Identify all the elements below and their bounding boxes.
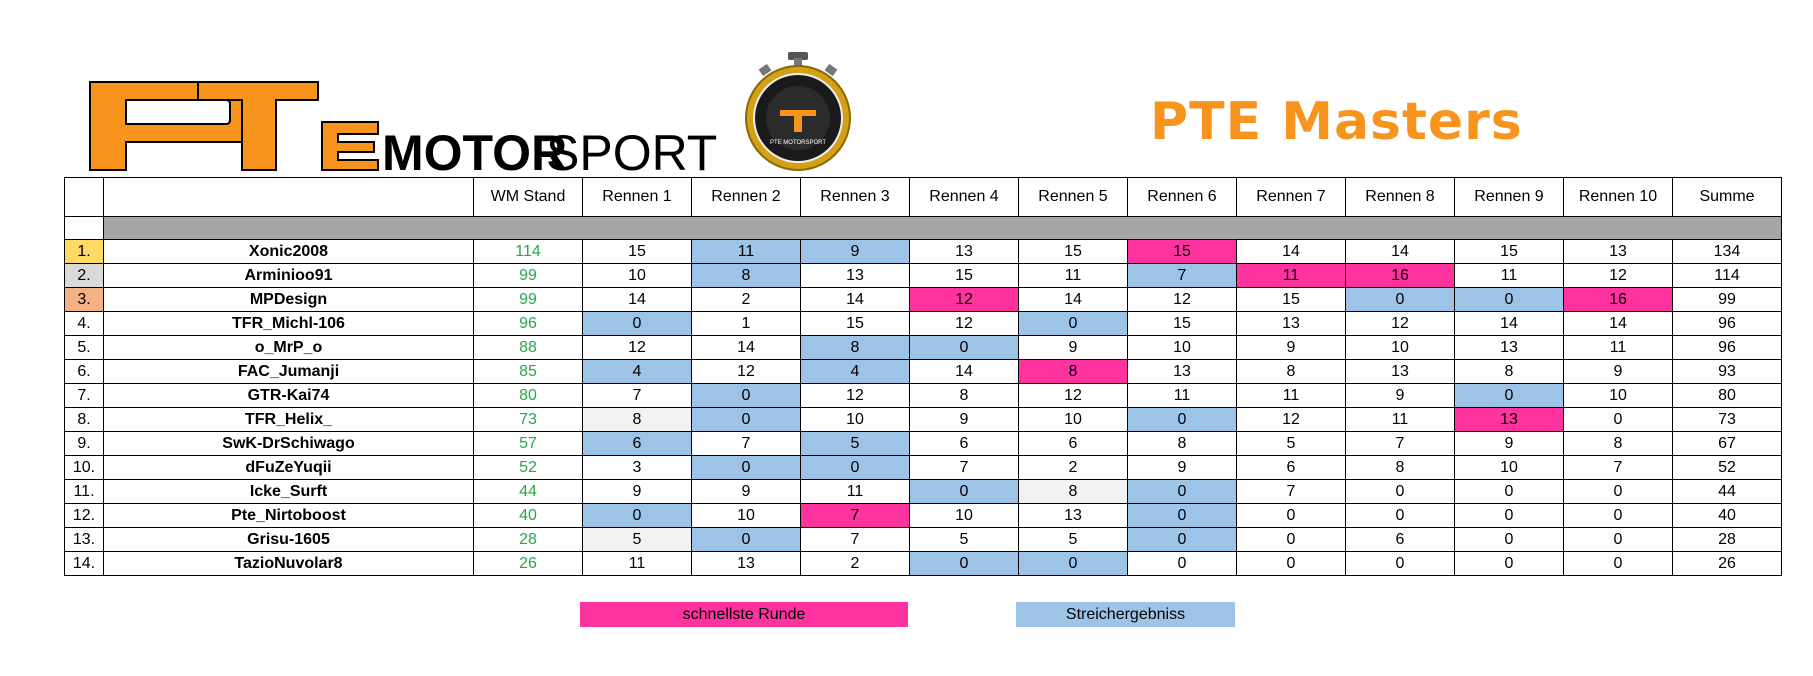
race-8-cell: 11 [1346,408,1455,432]
race-3-cell: 2 [801,552,910,576]
race-6-cell: 0 [1128,528,1237,552]
logo-e-shape [322,122,378,170]
header-race-5: Rennen 5 [1019,178,1128,217]
race-7-cell: 11 [1237,264,1346,288]
race-5-cell: 10 [1019,408,1128,432]
driver-name-cell: FAC_Jumanji [104,360,474,384]
position-cell: 10. [65,456,104,480]
race-7-cell: 0 [1237,504,1346,528]
race-3-cell: 15 [801,312,910,336]
race-1-cell: 0 [583,504,692,528]
driver-name-cell: Arminioo91 [104,264,474,288]
race-10-cell: 9 [1564,360,1673,384]
table-row [65,312,1782,336]
race-5-cell: 6 [1019,432,1128,456]
sum-cell: 134 [1673,240,1782,264]
wm-stand-cell: 96 [474,312,583,336]
race-10-cell: 13 [1564,240,1673,264]
race-5-cell: 9 [1019,336,1128,360]
race-5-cell: 8 [1019,480,1128,504]
race-3-cell: 12 [801,384,910,408]
position-cell: 7. [65,384,104,408]
race-6-cell: 15 [1128,240,1237,264]
sum-cell: 96 [1673,312,1782,336]
race-4-cell: 8 [910,384,1019,408]
table-row [65,432,1782,456]
header-sum: Summe [1673,178,1782,217]
position-cell: 13. [65,528,104,552]
position-cell: 1. [65,240,104,264]
wm-stand-cell: 114 [474,240,583,264]
race-9-cell: 13 [1455,408,1564,432]
race-3-cell: 7 [801,504,910,528]
race-1-cell: 10 [583,264,692,288]
position-cell: 5. [65,336,104,360]
wm-stand-cell: 73 [474,408,583,432]
race-10-cell: 11 [1564,336,1673,360]
race-4-cell: 10 [910,504,1019,528]
position-cell: 11. [65,480,104,504]
race-10-cell: 0 [1564,528,1673,552]
sum-cell: 114 [1673,264,1782,288]
race-10-cell: 14 [1564,312,1673,336]
race-4-cell: 13 [910,240,1019,264]
page-title: PTE Masters [1150,92,1523,152]
wm-stand-cell: 52 [474,456,583,480]
race-1-cell: 0 [583,312,692,336]
table-row [65,240,1782,264]
race-8-cell: 10 [1346,336,1455,360]
race-5-cell: 12 [1019,384,1128,408]
table-row [65,504,1782,528]
race-10-cell: 8 [1564,432,1673,456]
wm-stand-cell: 57 [474,432,583,456]
race-6-cell: 9 [1128,456,1237,480]
header-race-6: Rennen 6 [1128,178,1237,217]
race-9-cell: 13 [1455,336,1564,360]
race-10-cell: 7 [1564,456,1673,480]
race-7-cell: 0 [1237,528,1346,552]
driver-name-cell: MPDesign [104,288,474,312]
race-9-cell: 8 [1455,360,1564,384]
race-8-cell: 7 [1346,432,1455,456]
race-9-cell: 11 [1455,264,1564,288]
race-4-cell: 0 [910,336,1019,360]
race-2-cell: 7 [692,432,801,456]
race-10-cell: 0 [1564,480,1673,504]
race-6-cell: 10 [1128,336,1237,360]
race-7-cell: 8 [1237,360,1346,384]
header-race-7: Rennen 7 [1237,178,1346,217]
race-3-cell: 7 [801,528,910,552]
race-3-cell: 11 [801,480,910,504]
race-7-cell: 15 [1237,288,1346,312]
race-10-cell: 10 [1564,384,1673,408]
driver-name-cell: TFR_Helix_ [104,408,474,432]
table-row [65,528,1782,552]
wm-stand-cell: 44 [474,480,583,504]
table-header-row [65,178,1782,217]
race-6-cell: 0 [1128,480,1237,504]
driver-name-cell: o_MrP_o [104,336,474,360]
race-3-cell: 14 [801,288,910,312]
race-5-cell: 11 [1019,264,1128,288]
race-7-cell: 13 [1237,312,1346,336]
race-5-cell: 0 [1019,552,1128,576]
race-2-cell: 1 [692,312,801,336]
race-7-cell: 11 [1237,384,1346,408]
race-8-cell: 0 [1346,504,1455,528]
race-8-cell: 0 [1346,288,1455,312]
race-8-cell: 9 [1346,384,1455,408]
legend-dropped-result: Streichergebniss [1016,602,1235,627]
race-7-cell: 12 [1237,408,1346,432]
race-9-cell: 14 [1455,312,1564,336]
race-2-cell: 0 [692,456,801,480]
table-row [65,336,1782,360]
race-3-cell: 9 [801,240,910,264]
wm-stand-cell: 40 [474,504,583,528]
race-4-cell: 14 [910,360,1019,384]
race-1-cell: 14 [583,288,692,312]
race-4-cell: 0 [910,480,1019,504]
race-2-cell: 8 [692,264,801,288]
race-1-cell: 8 [583,408,692,432]
table-row [65,360,1782,384]
table-row [65,480,1782,504]
wm-stand-cell: 28 [474,528,583,552]
standings-table [64,177,1782,576]
spacer-bar [104,217,1782,240]
race-10-cell: 12 [1564,264,1673,288]
race-6-cell: 0 [1128,552,1237,576]
legend-fastest-lap: schnellste Runde [580,602,908,627]
logo-sport-text: SPORT [546,125,718,181]
race-5-cell: 8 [1019,360,1128,384]
race-3-cell: 4 [801,360,910,384]
driver-name-cell: Xonic2008 [104,240,474,264]
logo-motor-text: MOTOR [382,125,568,181]
race-4-cell: 5 [910,528,1019,552]
table-row [65,384,1782,408]
race-5-cell: 0 [1019,312,1128,336]
spacer-cell-pos [65,217,104,240]
wm-stand-cell: 26 [474,552,583,576]
race-8-cell: 8 [1346,456,1455,480]
race-5-cell: 5 [1019,528,1128,552]
race-3-cell: 0 [801,456,910,480]
race-6-cell: 13 [1128,360,1237,384]
race-3-cell: 10 [801,408,910,432]
race-10-cell: 0 [1564,408,1673,432]
race-6-cell: 7 [1128,264,1237,288]
race-3-cell: 5 [801,432,910,456]
race-1-cell: 6 [583,432,692,456]
race-6-cell: 11 [1128,384,1237,408]
wm-stand-cell: 99 [474,264,583,288]
race-7-cell: 9 [1237,336,1346,360]
race-5-cell: 15 [1019,240,1128,264]
race-9-cell: 0 [1455,288,1564,312]
race-6-cell: 12 [1128,288,1237,312]
driver-name-cell: SwK-DrSchiwago [104,432,474,456]
badge-text: PTE MOTORSPORT [769,140,827,146]
race-2-cell: 9 [692,480,801,504]
race-5-cell: 13 [1019,504,1128,528]
race-2-cell: 12 [692,360,801,384]
race-8-cell: 12 [1346,312,1455,336]
race-7-cell: 0 [1237,552,1346,576]
driver-name-cell: TazioNuvolar8 [104,552,474,576]
driver-name-cell: Icke_Surft [104,480,474,504]
race-5-cell: 2 [1019,456,1128,480]
table-spacer-row [65,217,1782,240]
race-8-cell: 16 [1346,264,1455,288]
race-4-cell: 12 [910,288,1019,312]
race-2-cell: 0 [692,528,801,552]
sum-cell: 80 [1673,384,1782,408]
position-cell: 2. [65,264,104,288]
header-race-2: Rennen 2 [692,178,801,217]
pte-motorsport-logo [86,78,718,181]
race-8-cell: 0 [1346,552,1455,576]
race-4-cell: 0 [910,552,1019,576]
header-race-4: Rennen 4 [910,178,1019,217]
sum-cell: 93 [1673,360,1782,384]
header-pos [65,178,104,217]
race-8-cell: 13 [1346,360,1455,384]
header-race-3: Rennen 3 [801,178,910,217]
position-cell: 9. [65,432,104,456]
driver-name-cell: Pte_Nirtoboost [104,504,474,528]
race-4-cell: 6 [910,432,1019,456]
race-2-cell: 0 [692,408,801,432]
position-cell: 3. [65,288,104,312]
race-10-cell: 0 [1564,552,1673,576]
race-4-cell: 9 [910,408,1019,432]
race-3-cell: 8 [801,336,910,360]
race-9-cell: 0 [1455,528,1564,552]
position-cell: 14. [65,552,104,576]
sum-cell: 67 [1673,432,1782,456]
race-1-cell: 5 [583,528,692,552]
race-9-cell: 0 [1455,552,1564,576]
position-cell: 6. [65,360,104,384]
wm-stand-cell: 80 [474,384,583,408]
driver-name-cell: TFR_Michl-106 [104,312,474,336]
race-6-cell: 0 [1128,408,1237,432]
stopwatch-badge-icon [742,52,854,170]
header-race-1: Rennen 1 [583,178,692,217]
table-row [65,264,1782,288]
race-1-cell: 7 [583,384,692,408]
race-4-cell: 12 [910,312,1019,336]
wm-stand-cell: 85 [474,360,583,384]
race-9-cell: 10 [1455,456,1564,480]
race-2-cell: 2 [692,288,801,312]
race-6-cell: 8 [1128,432,1237,456]
race-7-cell: 5 [1237,432,1346,456]
race-5-cell: 14 [1019,288,1128,312]
wm-stand-cell: 99 [474,288,583,312]
sum-cell: 52 [1673,456,1782,480]
race-4-cell: 7 [910,456,1019,480]
race-1-cell: 11 [583,552,692,576]
position-cell: 4. [65,312,104,336]
race-1-cell: 15 [583,240,692,264]
sum-cell: 96 [1673,336,1782,360]
sum-cell: 28 [1673,528,1782,552]
driver-name-cell: dFuZeYuqii [104,456,474,480]
header-name [104,178,474,217]
sum-cell: 26 [1673,552,1782,576]
driver-name-cell: GTR-Kai74 [104,384,474,408]
race-2-cell: 0 [692,384,801,408]
race-1-cell: 9 [583,480,692,504]
race-4-cell: 15 [910,264,1019,288]
race-8-cell: 14 [1346,240,1455,264]
sum-cell: 73 [1673,408,1782,432]
header-wm-stand: WM Stand [474,178,583,217]
position-cell: 8. [65,408,104,432]
race-3-cell: 13 [801,264,910,288]
table-row [65,552,1782,576]
sum-cell: 44 [1673,480,1782,504]
race-9-cell: 15 [1455,240,1564,264]
race-10-cell: 0 [1564,504,1673,528]
race-10-cell: 16 [1564,288,1673,312]
sum-cell: 99 [1673,288,1782,312]
sum-cell: 40 [1673,504,1782,528]
race-7-cell: 7 [1237,480,1346,504]
race-8-cell: 6 [1346,528,1455,552]
race-7-cell: 6 [1237,456,1346,480]
table-row [65,288,1782,312]
position-cell: 12. [65,504,104,528]
driver-name-cell: Grisu-1605 [104,528,474,552]
table-row [65,408,1782,432]
race-2-cell: 11 [692,240,801,264]
header-race-9: Rennen 9 [1455,178,1564,217]
race-6-cell: 15 [1128,312,1237,336]
race-2-cell: 14 [692,336,801,360]
header-race-8: Rennen 8 [1346,178,1455,217]
race-2-cell: 13 [692,552,801,576]
race-7-cell: 14 [1237,240,1346,264]
race-1-cell: 3 [583,456,692,480]
race-6-cell: 0 [1128,504,1237,528]
race-9-cell: 9 [1455,432,1564,456]
race-9-cell: 0 [1455,480,1564,504]
race-9-cell: 0 [1455,504,1564,528]
race-1-cell: 4 [583,360,692,384]
race-9-cell: 0 [1455,384,1564,408]
race-8-cell: 0 [1346,480,1455,504]
wm-stand-cell: 88 [474,336,583,360]
header-race-10: Rennen 10 [1564,178,1673,217]
table-row [65,456,1782,480]
race-2-cell: 10 [692,504,801,528]
race-1-cell: 12 [583,336,692,360]
